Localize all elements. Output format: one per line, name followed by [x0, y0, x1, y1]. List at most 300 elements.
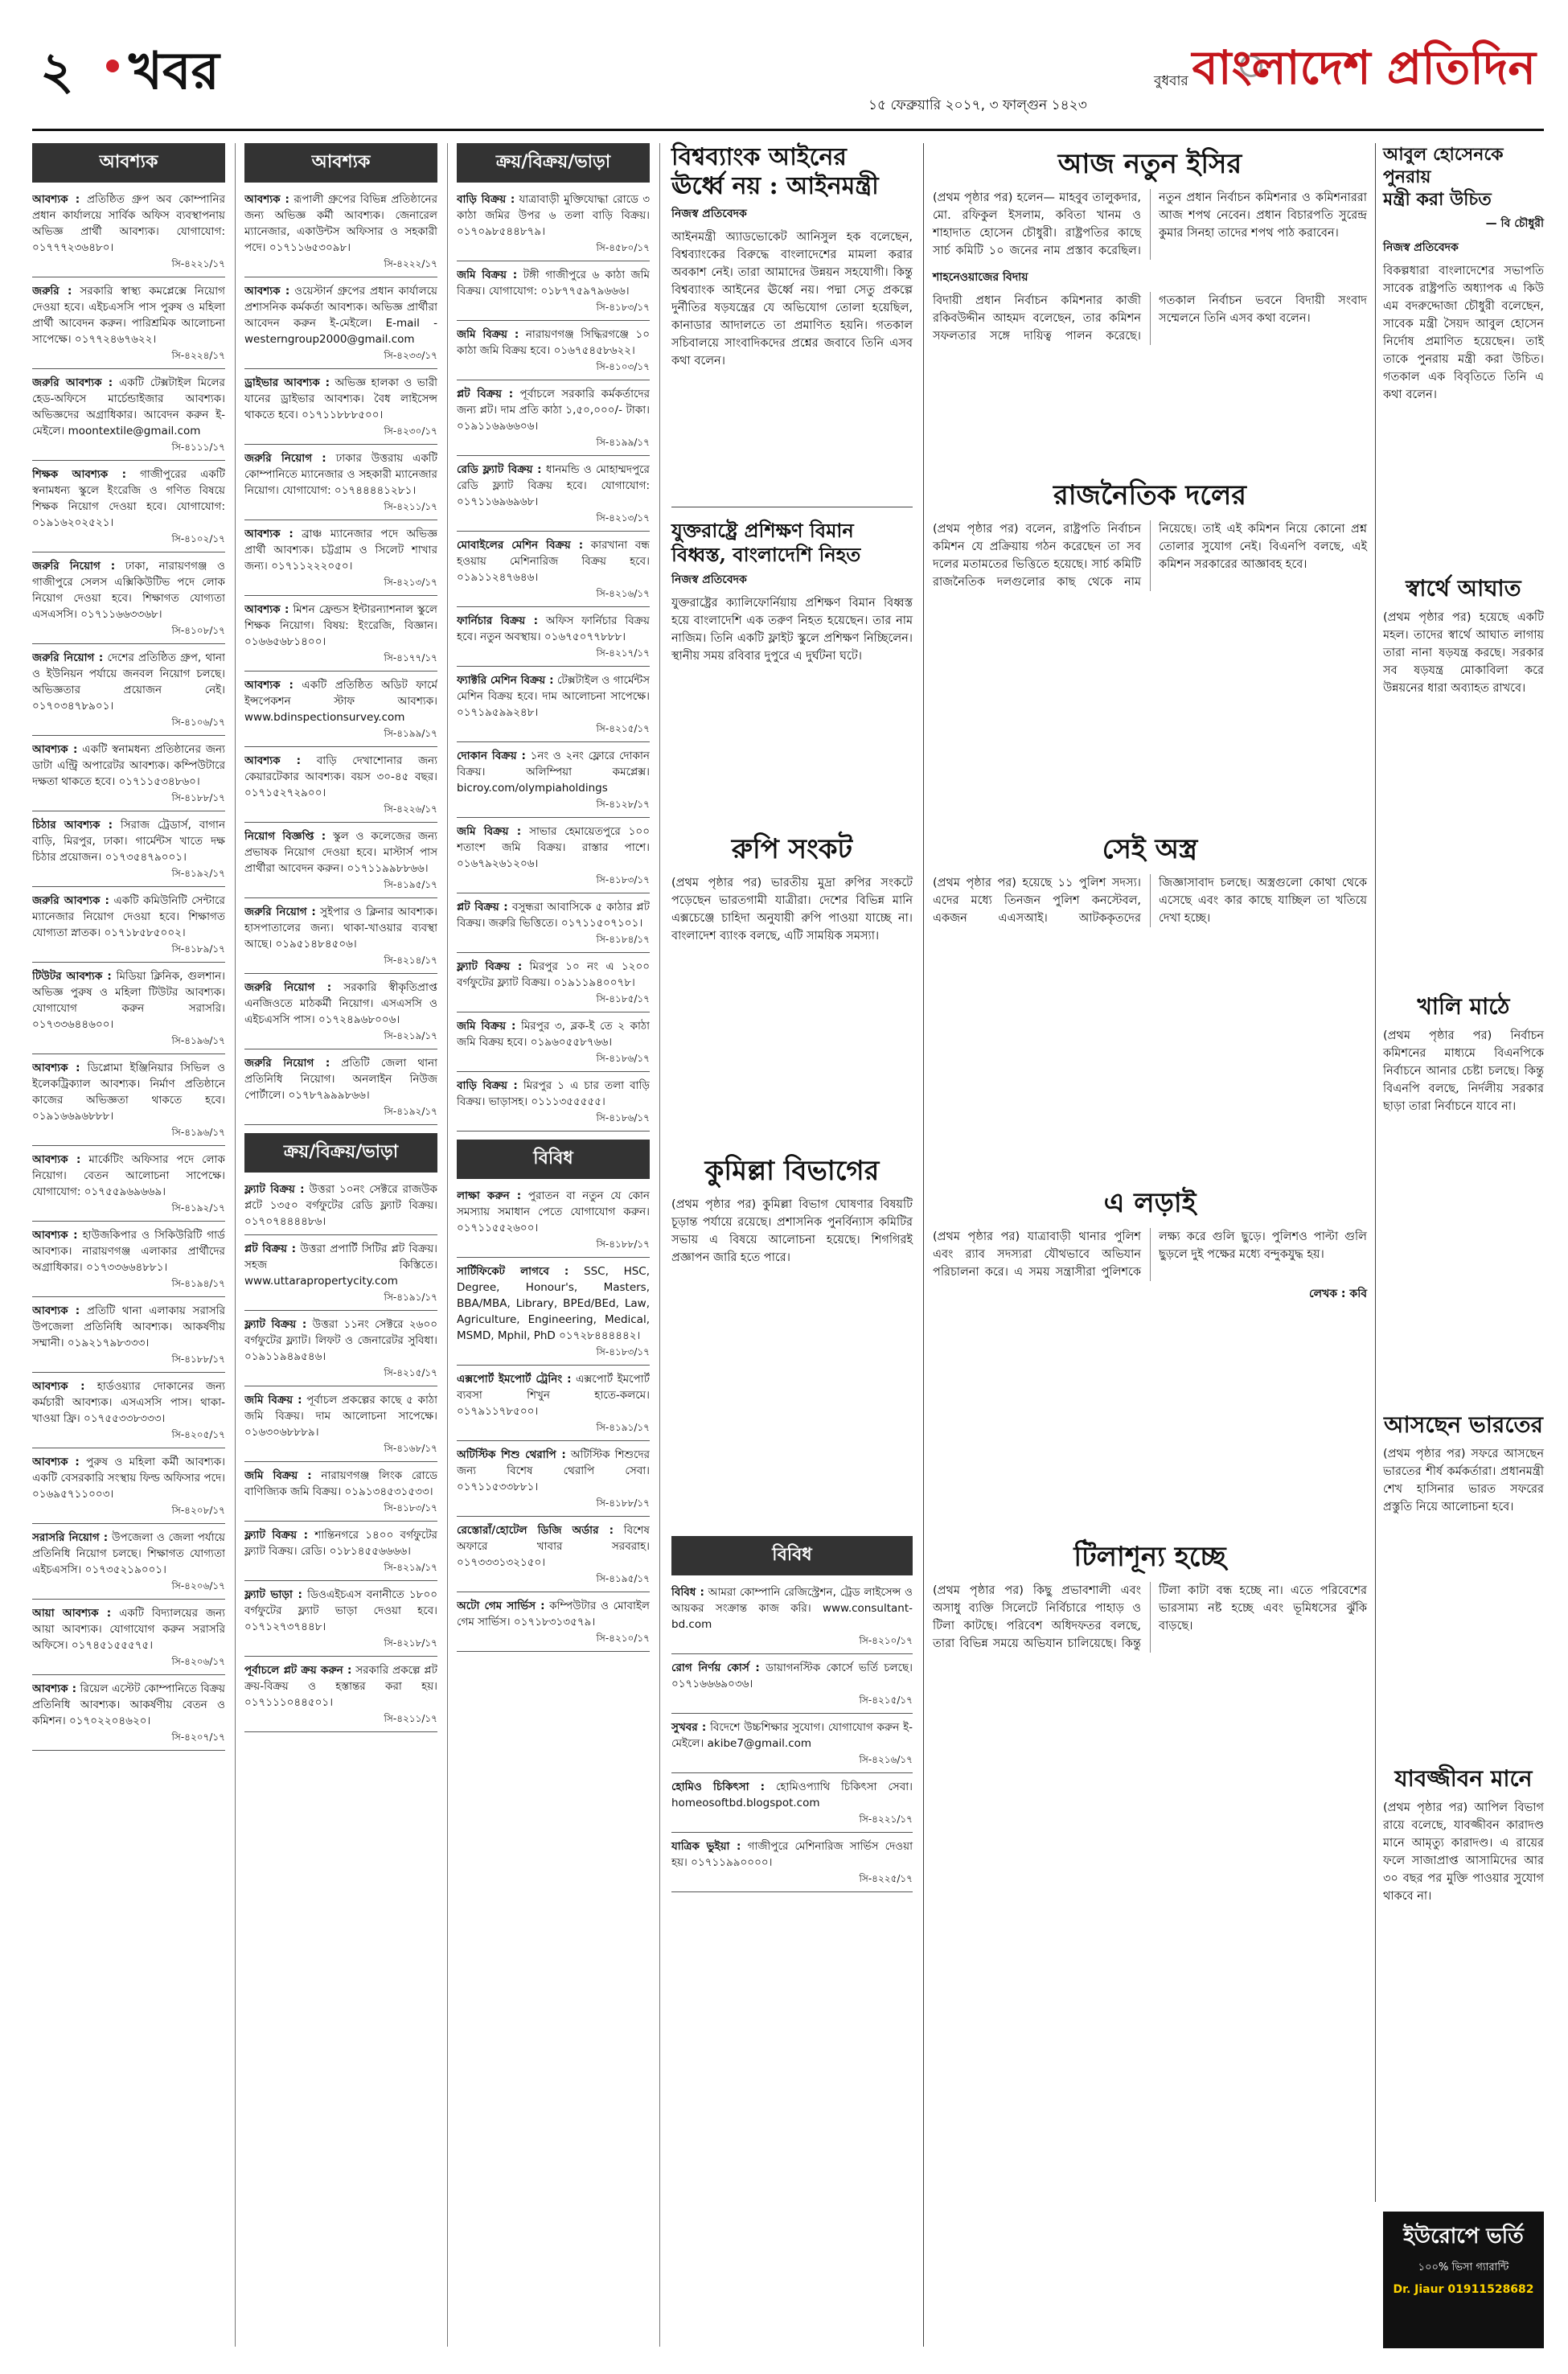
ad-code: সি-৪১০৬/১৭	[171, 717, 225, 728]
ad-title: জমি বিক্রয় :	[457, 269, 518, 281]
story-empty-field	[1383, 989, 1544, 1115]
classified-ad	[244, 1465, 437, 1522]
ad-code: সি-৪১৯১/১৭	[596, 1422, 650, 1433]
story-headline: রাজনৈতিক দলের	[1053, 479, 1246, 511]
ad-text: শান্তিনগরে ১৪০০ বর্গফুটের ফ্ল্যাট বিক্রয়। রেডি।	[244, 1529, 437, 1558]
ad-text: রূপালী গ্রুপের বিভিন্ন প্রতিষ্ঠানের জন্য অভিজ্ঞ কর্মী আবশ্যক। জেনারেল ম্যানেজার, একাউন্টস অফিসার ও সহকারী পদে।	[244, 193, 437, 254]
ad-title: রেস্তোরাঁ/হোটেল ডিজি অর্ডার :	[457, 1524, 614, 1537]
ad-code: সি-৪২১৫/১৭	[596, 723, 650, 734]
story-rupee	[671, 828, 913, 945]
ad-title: জমি বিক্রয় :	[457, 1020, 516, 1033]
ad-title: ফ্ল্যাট ভাড়া :	[244, 1588, 302, 1601]
ad-title: রোগ নির্ণয় কোর্স :	[671, 1661, 760, 1674]
ad-title: অটো গেম সার্ভিস :	[457, 1600, 545, 1612]
ad-title: আয়া আবশ্যক :	[32, 1607, 112, 1620]
ad-text: একটি বিদ্যালয়ের জন্য আয়া আবশ্যক। যোগাযোগ করুন সরাসরি অফিসে।	[32, 1607, 225, 1652]
ad-title: জরুরি আবশ্যক :	[32, 376, 113, 389]
ad-phone: ০১৭৯১১৭৮৫০০।	[457, 1405, 539, 1418]
ad-code: সি-৪২২৬/১৭	[384, 803, 437, 815]
ad-title: সুখবর :	[671, 1721, 707, 1734]
ad-text: সরকারি স্বীকৃতিপ্রাপ্ত এনজিওতে মাঠকর্মী নিয়োগ। এসএসসি ও এইচএসসি পাস।	[244, 981, 437, 1026]
classified-ad	[457, 1596, 650, 1652]
ad-phone: ০১৬৭৯২৬১২০৬।	[457, 857, 539, 870]
ad-code: সি-৪১০৮/১৭	[171, 625, 225, 636]
ad-phone: ০১৯১১২৪৭৬৪৬।	[457, 571, 539, 584]
story-body: (প্রথম পৃষ্ঠার পর) আপিল বিভাগ রায়ে বলেছে, যাবজ্জীবন কারাদণ্ড মানে আমৃত্যু কারাদণ্ড। এ রায়ের ফলে সাজাপ্রাপ্ত আসামিদের আর ৩০ বছর পর মুক্তি পাওয়ার সুযোগ থাকবে না।	[1383, 1801, 1544, 1903]
ad-code: সি-৪১৮৮/১৭	[171, 1353, 225, 1365]
classified-ad	[32, 647, 225, 736]
ad-text: প্রতিটি থানা এলাকায় সরাসরি উপজেলা প্রতিনিধি আবশ্যক। আকর্ষণীয় সম্মানী।	[32, 1304, 225, 1349]
ad-title: টিউটর আবশ্যক :	[32, 970, 112, 983]
classified-ad	[32, 739, 225, 811]
story-headline: খালি মাঠে	[1417, 993, 1510, 1020]
ad-code: সি-৪৫৮০/১৭	[596, 242, 650, 253]
ad-text: প্রতিষ্ঠিত গ্রুপ অব কোম্পানির প্রধান কার্যালয়ে সার্বিক অফিস ব্যবস্থাপনায় অভিজ্ঞ প্রার্থী আবশ্যক। যোগাযোগ:	[32, 193, 225, 238]
ad-phone: ০১১১৩৫৫৫৫৫।	[531, 1095, 605, 1108]
ad-text: সরকারি প্রকল্পে প্লট ক্রয়-বিক্রয় ও হস্তান্তর করা হয়।	[244, 1664, 437, 1693]
ad-code: সি-৪১৮৬/১৭	[596, 1112, 650, 1123]
ad-code: সি-৪১৮৩/১৭	[596, 1346, 650, 1357]
classified-ad	[32, 464, 225, 552]
classified-ad	[671, 1717, 913, 1773]
classified-ad	[457, 745, 650, 818]
ad-title: জরুরি নিয়োগ :	[244, 1057, 330, 1070]
ad-text: প্রতিটি জেলা থানা প্রতিনিধি নিয়োগ। অনলাইন নিউজ পোর্টালে।	[244, 1057, 437, 1102]
ad-title: এক্সপোর্ট ইমপোর্ট ট্রেনিং :	[457, 1373, 572, 1386]
classified-ad	[244, 1390, 437, 1462]
ad-phone: akibe7@gmail.com	[707, 1737, 812, 1750]
ad-code: সি-৪২২২/১৭	[384, 258, 437, 269]
ad-code: সি-৪১৯৯/১৭	[596, 437, 650, 448]
ad-title: আবশ্যক :	[32, 1304, 80, 1317]
ad-phone: ০১৭৪৫১৫৫৫৭৫।	[71, 1639, 154, 1652]
classified-ad	[244, 1660, 437, 1732]
ad-phone: www.consultant-bd.com	[671, 1602, 913, 1631]
ad-text: যাত্রাবাড়ী মুক্তিযোদ্ধা রোডে ৩ কাঠা জমির উপর ৬ তলা বাড়ি বিক্রয়।	[457, 193, 650, 222]
story-weapon	[933, 828, 1367, 927]
ad-phone: ০১৭৮৭৯৯৯৮৬৬।	[288, 1089, 370, 1102]
ad-text: ঢাকার উত্তরায় একটি কোম্পানিতে ম্যানেজার ও সহকারী ম্যানেজার নিয়োগ। যোগাযোগ:	[244, 452, 437, 497]
ad-code: সি-৪১৮৩/১৭	[384, 1502, 437, 1514]
ad-title: লাক্ষা করুন :	[457, 1189, 522, 1202]
story-headline: এ লড়াই	[1103, 1187, 1197, 1219]
ad-phone: ০১৮১৪৫৫৬৬৬৬।	[329, 1545, 411, 1558]
story-body: (প্রথম পৃষ্ঠার পর) নির্বাচন কমিশনের মাধ্যমে বিএনপিকে নির্বাচনে আনার চেষ্টা চলছে। কিন্তু বিএনপি বলছে, নির্দলীয় সরকার ছাড়া তারা নির্বাচনে যাবে না।	[1383, 1029, 1544, 1113]
classified-ad	[32, 1149, 225, 1222]
ad-phone: ০১৭১১৯৯০০০০।	[691, 1856, 773, 1869]
classified-ad	[671, 1582, 913, 1654]
ad-title: জরুরি :	[32, 285, 72, 298]
ad-phone: ০১৭১৫২৭২৯০০।	[244, 787, 326, 799]
ad-title: জমি বিক্রয় :	[457, 328, 519, 341]
classified-ad	[32, 1225, 225, 1297]
ad-title: জরুরি নিয়োগ :	[32, 560, 116, 573]
ad-text: ডিপ্লোমা ইঞ্জিনিয়ার সিভিল ও ইলেকট্রিক্যাল আবশ্যক। নির্মাণ প্রতিষ্ঠানে কাজের অভিজ্ঞতা থাকতে হবে।	[32, 1062, 225, 1107]
ad-phone: ০১৯১৩৪৫৩১৫৩৩।	[344, 1485, 433, 1498]
ad-text: টঙ্গী গাজীপুরে ৬ কাঠা জমি বিক্রয়। যোগাযোগ:	[457, 269, 650, 298]
ad-text: মিরপুর ১ এ চার তলা বাড়ি বিক্রয়। ভাড়াসহ।	[457, 1079, 650, 1108]
story-plane-crash	[671, 519, 913, 665]
ad-title: হোমিও চিকিৎসা :	[671, 1780, 766, 1793]
classified-ad	[457, 1520, 650, 1592]
ad-code: সি-৪২১১/১৭	[384, 1713, 437, 1724]
story-headline: রুপি সংকট	[731, 833, 853, 865]
ad-code: সি-৪১৮৩/১৭	[596, 874, 650, 885]
ad-phone: ০১৭৩৫৪৭৯০০১।	[105, 851, 187, 864]
ad-code: সি-৪২০৬/১৭	[171, 1656, 225, 1667]
classified-ad	[457, 1016, 650, 1072]
ad-code: সি-৪২১৯/১৭	[384, 1030, 437, 1041]
ad-code: সি-৪১৮৮/১৭	[171, 792, 225, 803]
ad-code: সি-৪১৭৭/১৭	[384, 652, 437, 663]
ad-code: সি-৪২১৬/১৭	[859, 1754, 913, 1765]
ad-code: সি-৪২১৫/১৭	[859, 1694, 913, 1706]
story-footer: লেখক : কবি	[1308, 1288, 1367, 1300]
ad-title: আবশ্যক :	[32, 1153, 81, 1166]
ad-phone: ০১৮৭৭৫৯৭৯৬৬৬।	[540, 285, 630, 298]
classified-ad	[32, 1300, 225, 1373]
ad-text: পুরুষ ও মহিলা কর্মী আবশ্যক। একটি বেসরকারি সংস্থায় ফিল্ড অফিসার পদে।	[32, 1456, 225, 1485]
story-headline: স্বার্থে আঘাত	[1406, 575, 1521, 602]
story-interest	[1383, 571, 1544, 697]
column-rule	[1375, 143, 1376, 2202]
classified-ad	[244, 977, 437, 1049]
classified-ad	[32, 890, 225, 963]
ad-phone: ০১৯১১৯৪৯৫৪৬।	[244, 1350, 326, 1363]
ad-phone: ০১৭১১৫৩৪৮৬০।	[118, 775, 200, 788]
ad-phone: ০১৭১১৯৯৮৮৬৬।	[347, 862, 429, 875]
ad-text: ১নং ও ২নং ফ্লোরে দোকান বিক্রয়। অলিম্পিয়া কমপ্লেক্স।	[457, 750, 650, 778]
ad-code: সি-৪২১৩/১৭	[384, 577, 437, 588]
masthead	[32, 24, 1544, 131]
classified-ad	[32, 556, 225, 644]
ad-text: উত্তরা ১১নং সেক্টরে ২৬০০ বর্গফুটের ফ্ল্যাট। লিফট ও জেনারেটর সুবিধা।	[244, 1318, 437, 1347]
ad-code: সি-৪১০২/১৭	[171, 533, 225, 544]
classified-ad	[457, 1261, 650, 1366]
ad-title: জমি বিক্রয় :	[457, 825, 522, 838]
classified-ad	[244, 448, 437, 520]
classified-ad	[457, 265, 650, 321]
ad-title: আবশ্যক :	[244, 754, 302, 767]
ad-code: সি-৪২২১/১৭	[171, 258, 225, 269]
ad-title: রেডি ফ্ল্যাট বিক্রয় :	[457, 463, 542, 476]
story-body: (প্রথম পৃষ্ঠার পর) কিছু প্রভাবশালী এবং অসাধু ব্যক্তি সিলেটে নির্বিচারে পাহাড় ও টিলা কাটছে। পরিবেশ অধিদফতর বলছে, তারা বিভিন্ন সময়ে অভিযান চালিয়েছে। কিন্তু টিলা কাটা বন্ধ হচ্ছে না। এতে পরিবেশের ভারসাম্য নষ্ট হচ্ছে এবং ভূমিধসের ঝুঁকি বাড়ছে।	[933, 1584, 1367, 1650]
ad-title: আবশ্যক :	[32, 1682, 77, 1695]
ad-title: আবশ্যক :	[32, 1380, 85, 1393]
story-headline: আবুল হোসেনকে পুনরায়	[1383, 144, 1504, 187]
story-comilla	[671, 1150, 913, 1267]
classified-ad	[244, 372, 437, 445]
ad-code: সি-৪১৮৫/১৭	[596, 993, 650, 1004]
ad-phone: ০১৭১১৫৫২৬০০।	[457, 1222, 539, 1234]
classified-ad	[457, 821, 650, 893]
ad-code: সি-৪১৮৯/১৭	[171, 943, 225, 955]
ad-code: সি-৪১৮৩/১৭	[596, 302, 650, 313]
classified-ad	[32, 1527, 225, 1600]
ad-title: প্লট বিক্রয় :	[457, 388, 514, 400]
ad-title: দোকান বিক্রয় :	[457, 750, 526, 762]
classifieds-header: ক্রয়/বিক্রয়/ভাড়া	[244, 1133, 437, 1173]
ad-text: গাজীপুরে মেশিনারিজ সার্ভিস দেওয়া হয়।	[671, 1840, 913, 1869]
ad-title: জরুরি নিয়োগ :	[244, 981, 332, 994]
ad-phone: ০১৬৬৫৬৮১৪০০।	[244, 635, 326, 648]
ad-text: বিদেশে উচ্চশিক্ষার সুযোগ। যোগাযোগ করুন ই-মেইলে।	[671, 1721, 913, 1750]
classifieds-header: বিবিধ	[457, 1140, 650, 1179]
ad-text: অফিস ফার্নিচার বিক্রয় হবে। নতুন অবস্থায়।	[457, 614, 650, 643]
ad-title: ড্রাইভার আবশ্যক :	[244, 376, 330, 389]
ad-code: সি-৪২১৭/১৭	[596, 647, 650, 659]
ad-phone: ০১৬৯৫৭১১০০৩।	[32, 1488, 114, 1501]
classifieds-header: আবশ্যক	[32, 143, 225, 183]
story-battle	[933, 1182, 1367, 1308]
classified-ad	[244, 826, 437, 898]
ad-code: সি-৪১৯২/১৭	[171, 1202, 225, 1214]
page-number: ২	[40, 41, 74, 101]
ad-title: প্লট বিক্রয় :	[244, 1242, 297, 1255]
classified-ad	[457, 1075, 650, 1132]
ad-title: ফ্ল্যাট বিক্রয় :	[244, 1318, 307, 1331]
ad-code: সি-৪১২৮/১৭	[596, 799, 650, 810]
classified-ad	[32, 1678, 225, 1751]
ad-code: সি-৪২১৩/১৭	[596, 512, 650, 524]
ad-title: জরুরি নিয়োগ :	[32, 651, 104, 664]
ad-title: বিবিধ :	[671, 1586, 704, 1599]
ad-text: সাভার হেমায়েতপুরে ১০০ শতাংশ জমি বিক্রয়। রাস্তার পাশে।	[457, 825, 650, 854]
ad-phone: ০১৯১৬২০২৫২১।	[32, 516, 114, 529]
classified-ad	[32, 189, 225, 277]
ad-phone: ০১৬৩০৬৮৮৮৯।	[244, 1426, 319, 1439]
ad-headline: ইউরোপে ভর্তি	[1403, 2224, 1524, 2249]
brand-logo: বাংলাদেশ প্রতিদিন	[1192, 40, 1536, 95]
classified-ad	[244, 189, 437, 277]
story-body: (প্রথম পৃষ্ঠার পর) বলেন, রাষ্ট্রপতি নির্বাচন কমিশন যে প্রক্রিয়ায় গঠন করেছেন তা সব দলের মতামতের ভিত্তিতে হয়েছে। সার্চ কমিটি রাজনৈতিক দলগুলোর কাছ থেকে নাম নিয়েছে। তাই এই কমিশন নিয়ে কোনো প্রশ্ন তোলার সুযোগ নেই। বিএনপি বলছে, এই কমিশন সরকারের আজ্ঞাবহ হবে।	[933, 523, 1367, 589]
ad-text: SSC, HSC, Degree, Honour's, Masters, BBA/MBA, Library, BPEd/BEd, Law, Agriculture, Engineering, Medical, MSMD, Mphil, PhD	[457, 1265, 650, 1342]
ad-title: আবশ্যক :	[244, 603, 289, 616]
ad-text: কারখানা বন্ধ হওয়ায় মেশিনারিজ বিক্রয় হবে।	[457, 539, 650, 568]
ad-code: সি-৪২১০/১৭	[596, 1633, 650, 1644]
ad-text: উপজেলা ও জেলা পর্যায়ে প্রতিনিধি নিয়োগ চলছে। শিক্ষাগত যোগ্যতা এইচএসসি।	[32, 1531, 225, 1576]
story-headline: টিলাশূন্য হচ্ছে	[1073, 1541, 1226, 1573]
ad-title: প্লট বিক্রয় :	[457, 901, 508, 914]
ad-text: মিশন ফ্রেন্ডস ইন্টারন্যাশনাল স্কুলে শিক্ষক নিয়োগ। বিষয়: ইংরেজি, বিজ্ঞান।	[244, 603, 437, 632]
ad-phone: ০১৭০৩৪৭৮৯০১।	[32, 700, 114, 713]
story-headline: ঊর্ধ্বে নয় : আইনমন্ত্রী	[671, 172, 879, 200]
ad-title: ফ্যাক্টরি মেশিন বিক্রয় :	[457, 674, 554, 687]
story-life-sentence	[1383, 1761, 1544, 1905]
ad-code: সি-৪২০৮/১৭	[171, 1505, 225, 1516]
ad-title: জরুরি আবশ্যক :	[32, 894, 109, 907]
ad-text: হার্ডওয়্যার দোকানের জন্য কর্মচারী আবশ্যক। এসএসসি পাস। থাকা-খাওয়া ফ্রি।	[32, 1380, 225, 1425]
ad-phone: ০১৯১৬৬৯৬৮৮৮।	[32, 1110, 114, 1123]
ad-phone: ০১৭৫৫৯৬৯৬৬৯।	[84, 1185, 166, 1198]
classified-ad	[244, 1314, 437, 1386]
ad-code: সি-৪১৮৮/১৭	[596, 1497, 650, 1509]
ad-text: মিরপুর ৩, ব্লক-ই তে ২ কাঠা জমি বিক্রয় হবে।	[457, 1020, 650, 1049]
classifieds-column-2	[244, 143, 437, 1735]
ad-text: বসুন্ধরা আবাসিকে ৫ কাঠার প্লট বিক্রয়। জরুরি ভিত্তিতে।	[457, 901, 650, 930]
ad-title: আবশ্যক :	[244, 285, 290, 298]
story-body: (প্রথম পৃষ্ঠার পর) হয়েছে একটি মহল। তাদের স্বার্থে আঘাত লাগায় তারা নানা ষড়যন্ত্র করছে। সরকার সব ষড়যন্ত্র মোকাবিলা করে উন্নয়নের ধারা অব্যাহত রাখবে।	[1383, 611, 1544, 695]
column-rule	[235, 143, 236, 2347]
ad-phone: ০১৭০২২০৪৬২০।	[68, 1715, 151, 1727]
classified-ad	[457, 1369, 650, 1441]
ad-code: সি-৪২১৫/১৭	[384, 1367, 437, 1378]
ad-code: সি-৪১৯৫/১৭	[384, 879, 437, 890]
classified-ad	[244, 675, 437, 747]
classified-ad	[244, 1584, 437, 1657]
classified-ad	[32, 281, 225, 369]
classified-ad	[32, 966, 225, 1054]
ad-phone: ০১৭১১৬৯৬৯৬৮।	[457, 495, 539, 508]
classified-ad	[32, 372, 225, 461]
ad-phone: ০১৭১১১০৪৪৫০১।	[244, 1696, 334, 1709]
column-rule	[923, 143, 924, 2347]
ad-text: মার্কেটিং অফিসার পদে লোক নিয়োগ। বেতন আলোচনা সাপেক্ষে। যোগাযোগ:	[32, 1153, 225, 1198]
ad-subline: ১০০% ভিসা গ্যারান্টি	[1418, 2261, 1509, 2273]
ad-title: শিক্ষক আবশ্যক :	[32, 468, 126, 481]
story-headline: কুমিল্লা বিভাগের	[704, 1155, 880, 1187]
ad-code: সি-৪২৩৩/১৭	[384, 350, 437, 361]
ad-title: জমি বিক্রয় :	[244, 1469, 312, 1482]
ad-title: সার্টিফিকেট লাগবে :	[457, 1265, 569, 1278]
ad-phone: ০১৭১১৬৫৩০৯৮।	[269, 241, 351, 254]
ad-phone: ০১৭০৯৮৫৪৪৮৭৯।	[457, 225, 546, 238]
classified-ad	[244, 599, 437, 672]
ad-text: নারায়ণগঞ্জ সিদ্ধিরগঞ্জে ১০ কাঠা জমি বিক্রয় হবে।	[457, 328, 650, 357]
story-body: বিকল্পধারা বাংলাদেশের সভাপতি সাবেক রাষ্ট্রপতি অধ্যাপক এ কিউ এম বদরুদ্দোজা চৌধুরী বলেছেন, সাবেক মন্ত্রী সৈয়দ আবুল হোসেন নির্দোষ প্রমাণিত হয়েছেন। তাই তাকে পুনরায় মন্ত্রী করা উচিত। গতকাল এক বিবৃতিতে তিনি এ কথা বলেন।	[1383, 265, 1544, 401]
bibidh-box	[671, 1536, 913, 1896]
ad-title: বাড়ি বিক্রয় :	[457, 193, 515, 206]
story-body: (প্রথম পৃষ্ঠার পর) হয়েছে ১১ পুলিশ সদস্য। এদের মধ্যে তিনজন পুলিশ কনস্টেবল, একজন এএসআই। আটককৃতদের জিজ্ঞাসাবাদ চলছে। অস্ত্রগুলো কোথা থেকে এসেছে এবং কার কাছে যাচ্ছিল তা খতিয়ে দেখা হচ্ছে।	[933, 877, 1367, 925]
ad-phone: ০১৭১৯৫৯৯২৪৮।	[457, 706, 539, 719]
story-body: (প্রথম পৃষ্ঠার পর) কুমিল্লা বিভাগ ঘোষণার বিষয়টি চূড়ান্ত পর্যায়ে রয়েছে। প্রশাসনিক পুনর্বিন্যাস কমিটির সভায় এ বিষয়ে আলোচনা হয়েছে। শিগগিরই প্রজ্ঞাপন জারি হতে পারে।	[671, 1198, 913, 1264]
ad-title: চিঠার আবশ্যক :	[32, 819, 113, 832]
story-body: (প্রথম পৃষ্ঠার পর) সফরে আসছেন ভারতের শীর্ষ কর্মকর্তারা। প্রধানমন্ত্রী শেখ হাসিনার ভারত সফরের প্রস্তুতি নিয়ে আলোচনা হবে।	[1383, 1448, 1544, 1514]
ad-code: সি-৪২১০/১৭	[859, 1635, 913, 1646]
ad-title: যাত্রিক ভুইয়া :	[671, 1840, 741, 1853]
ad-code: সি-৪১০৩/১৭	[596, 361, 650, 372]
section-title: খবর	[129, 41, 220, 101]
story-ec-new	[933, 143, 1367, 345]
ad-title: আবশ্যক :	[244, 528, 293, 540]
classified-ad	[244, 902, 437, 974]
ad-code: সি-৪১৯৯/১৭	[384, 728, 437, 739]
story-headline: সেই অস্ত্র	[1102, 833, 1198, 865]
ad-text: অভিজ্ঞ হালকা ও ভারী যানের ড্রাইভার আবশ্যক। বৈধ লাইসেন্স থাকতে হবে।	[244, 376, 437, 421]
ad-phone: ০১৯৬০৫৫৮৭৬৬।	[530, 1036, 613, 1049]
ad-phone: ০১৭৩৩৬৬৪৮৮১।	[86, 1261, 168, 1274]
classified-ad	[244, 1053, 437, 1125]
classifieds-header: ক্রয়/বিক্রয়/ভাড়া	[457, 143, 650, 183]
classified-ad	[244, 281, 437, 369]
ad-phone: www.bdinspectionsurvey.com	[244, 711, 405, 724]
ad-text: বাড়ি দেখাশোনার জন্য কেয়ারটেকার আবশ্যক। বয়স ৩০-৪৫ বছর।	[244, 754, 437, 783]
ad-phone: ০১৭২৪৯৬৮০০৬।	[318, 1013, 400, 1026]
ad-code: সি-৪২১৯/১৭	[384, 1562, 437, 1573]
ad-code: সি-৪২০৬/১৭	[171, 1580, 225, 1592]
classifieds-header: আবশ্যক	[244, 143, 437, 183]
ad-text: সুইপার ও ক্লিনার আবশ্যক। হাসপাতালের জন্য। থাকা-খাওয়ার ব্যবস্থা আছে।	[244, 906, 437, 951]
ad-text: মিডিয়া ক্লিনিক, গুলশান। অভিজ্ঞ পুরুষ ও মহিলা টিউটর আবশ্যক। যোগাযোগ করুন সরাসরি।	[32, 970, 225, 1015]
ad-text: একটি প্রতিষ্ঠিত অডিট ফার্মে ইন্সপেকশন স্টাফ আবশ্যক।	[244, 679, 437, 708]
newspaper-page	[32, 24, 1544, 2352]
ad-title: আবশ্যক :	[32, 1062, 80, 1074]
classified-ad	[32, 1452, 225, 1524]
ad-code: সি-৪২১৪/১৭	[384, 955, 437, 966]
ad-code: সি-৪২২৪/১৭	[171, 350, 225, 361]
ad-text: একটি কমিউনিটি সেন্টারে ম্যানেজার নিয়োগ দেওয়া হবে। শিক্ষাগত যোগ্যতা স্নাতক।	[32, 894, 225, 939]
ad-code: সি-৪২০৫/১৭	[171, 1429, 225, 1440]
ad-phone: moontextile@gmail.com	[68, 425, 201, 437]
classifieds-column-3	[457, 143, 650, 1655]
story-body: (প্রথম পৃষ্ঠার পর) হলেন— মাহবুব তালুকদার, মো. রফিকুল ইসলাম, কবিতা খানম ও শাহাদাত হোসেন চৌধুরী। রাষ্ট্রপতির কাছে সার্চ কমিটি ১০ জনের নাম প্রস্তাব করেছিল। নতুন প্রধান নির্বাচন কমিশনার ও কমিশনাররা আজ শপথ নেবেন। প্রধান বিচারপতি সুরেন্দ্র কুমার সিনহা তাদের শপথ পাঠ করাবেন।	[933, 191, 1367, 257]
ad-text: ওয়েস্টার্ন গ্রুপের প্রধান কার্যালয়ে প্রশাসনিক কর্মকর্তা আবশ্যক। অভিজ্ঞ প্রার্থীরা আবেদন করুন ই-মেইলে।	[244, 285, 437, 330]
ad-phone: ০১৭১১৬৬৩৩৬৮।	[80, 608, 162, 621]
classified-ad	[457, 459, 650, 532]
advertisement-box[interactable]	[1383, 2212, 1544, 2348]
story-body: যুক্তরাষ্ট্রের ক্যালিফোর্নিয়ায় প্রশিক্ষণ বিমান বিধ্বস্ত হয়ে বাংলাদেশি এক তরুণ নিহত হয়েছেন। তার নাম নাজিম। তিনি একটি ফ্লাইট স্কুলে প্রশিক্ষণ নিচ্ছিলেন। স্থানীয় সময় রবিবার দুপুরে এ দুর্ঘটনা ঘটে।	[671, 597, 913, 663]
classified-ad	[457, 535, 650, 607]
ad-code: সি-৪১১১/১৭	[171, 442, 225, 453]
ad-title: আবশ্যক :	[244, 679, 293, 692]
ad-title: আবশ্যক :	[32, 743, 78, 756]
ad-text: ঢাকা, নারায়ণগঞ্জ ও গাজীপুরে সেলস এক্সিকিউটিভ পদে লোক নিয়োগ দেওয়া হবে। শিক্ষাগত যোগ্যতা এসএসসি।	[32, 560, 225, 621]
ad-phone: ০১৭১১৫০৭১০১।	[560, 917, 643, 930]
ad-text: সরকারি স্বাস্থ্য কমপ্লেক্সে নিয়োগ দেওয়া হবে। এইচএসসি পাস পুরুষ ও মহিলা প্রার্থী আবেদন করুন। পারিশ্রমিক আলোচনা সাপেক্ষে।	[32, 285, 225, 346]
ad-phone: E-mail - westerngroup2000@gmail.com	[244, 317, 437, 346]
classified-ad	[671, 1776, 913, 1833]
ad-phone: ০১৭১৮৫৮৫০০২।	[104, 926, 186, 939]
classified-ad	[457, 956, 650, 1012]
ad-text: একটি টেক্সটাইল মিলের হেড-অফিসে মার্চেন্ডাইজার আবশ্যক। অভিজ্ঞদের অগ্রাধিকার। আবেদন করুন ই-মেইলে।	[32, 376, 225, 437]
ad-phone: ০১৭১৮৩১৩৫৭৯।	[513, 1616, 596, 1629]
classified-ad	[32, 1376, 225, 1448]
ad-text: সিরাজ ট্রেডার্স, বাগান বাড়ি, মিরপুর, ঢাকা। গার্মেন্টস খাতে দক্ষ চিঠার প্রয়োজন।	[32, 819, 225, 864]
ad-text: বিশেষ অফারে খাবার সরবরাহ।	[457, 1524, 650, 1553]
ad-phone: ০১৭৭২৪৬৭৬২২।	[74, 333, 157, 346]
ad-code: সি-৪২১৬/১৭	[596, 588, 650, 599]
ad-code: সি-৪১৮৪/১৭	[596, 934, 650, 945]
ad-phone: www.uttarapropertycity.com	[244, 1275, 398, 1288]
story-political	[933, 474, 1367, 591]
ad-text: নারায়ণগঞ্জ লিংক রোডে বাণিজ্যিক জমি বিক্রয়।	[244, 1469, 437, 1498]
ad-text: হাউজকিপার ও সিকিউরিটি গার্ড আবশ্যক। নারায়ণগঞ্জ এলাকার প্রার্থীদের অগ্রাধিকার।	[32, 1229, 225, 1274]
story-headline: মন্ত্রী করা উচিত	[1383, 189, 1492, 210]
ad-code: সি-৪২২১/১৭	[859, 1813, 913, 1825]
classified-ad	[244, 524, 437, 596]
ad-text: পূর্বাচল প্রকল্পের কাছে ৫ কাঠা জমি বিক্রয়। দাম আলোচনা সাপেক্ষে।	[244, 1394, 437, 1423]
ad-text: দেশের প্রতিষ্ঠিত গ্রুপ, থানা ও ইউনিয়ন পর্যায়ে জনবল নিয়োগ চলছে। অভিজ্ঞতার প্রয়োজন নেই।	[32, 651, 225, 696]
dateline: ১৫ ফেব্রুয়ারি ২০১৭, ৩ ফাল্গুন ১৪২৩	[868, 97, 1087, 113]
column-rule	[659, 143, 660, 2347]
ad-text: উত্তরা প্রপার্টি সিটির প্লট বিক্রয়। সহজ কিস্তিতে।	[244, 1242, 437, 1271]
red-dot-icon	[106, 60, 119, 72]
ad-phone: ০১৯১১৬৯৬৬০৬।	[457, 420, 539, 433]
ad-title: ফার্নিচার বিক্রয় :	[457, 614, 538, 627]
story-world-bank	[671, 143, 913, 370]
ad-title: মোবাইলের মেশিন বিক্রয় :	[457, 539, 584, 552]
story-byline: নিজস্ব প্রতিবেদক	[671, 207, 747, 220]
ad-code: সি-৪১৯৬/১৭	[171, 1127, 225, 1138]
ad-title: পূর্বাচলে প্লট ক্রয় করুন :	[244, 1664, 352, 1677]
classified-ad	[457, 897, 650, 953]
ad-code: সি-৪১৯১/১৭	[384, 1292, 437, 1303]
classified-ad	[457, 384, 650, 456]
story-byline: নিজস্ব প্রতিবেদক	[671, 573, 747, 586]
ad-text: মিরপুর ১০ নং এ ১২০০ বর্গফুটের ফ্ল্যাট বিক্রয়।	[457, 960, 650, 989]
story-body: আইনমন্ত্রী অ্যাডভোকেট আনিসুল হক বলেছেন, বিশ্বব্যাংকের বিরুদ্ধে বাংলাদেশের মামলা করার অবকাশ নেই। তারা আমাদের উন্নয়ন সহযোগী। কিন্তু বিশ্বব্যাংক আইনের ঊর্ধ্বে নয়। পদ্মা সেতু প্রকল্পে দুর্নীতির ষড়যন্ত্রের যে অভিযোগ তোলা হয়েছিল, কানাডার আদালতে তা প্রমাণিত হয়নি। গতকাল সচিবালয়ে সাংবাদিকদের প্রশ্নের জবাবে তিনি এসব কথা বলেন।	[671, 231, 913, 368]
ad-title: আবশ্যক :	[32, 1229, 78, 1242]
